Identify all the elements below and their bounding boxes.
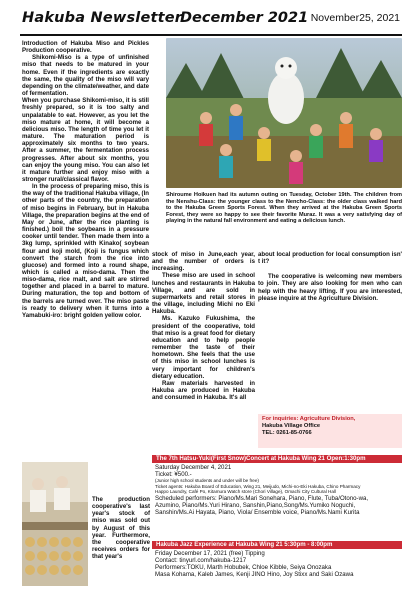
event-detail-line: Azumino, Piano/Ms.Yuri Hirano, Sanshin,Piano,Song/Ms.Yumiko Noguchi, [155,501,356,509]
event-title-bar: Hakuba Jazz Experience at Hakuba Wing 21 5:30pm - 8:00pm [152,541,402,549]
article-column-2 [152,251,255,401]
header-divider [20,34,402,36]
miso-photo-caption: The production cooperative's last year's stock of miso was sold out by August of this year. Furthermore, the cooperative receives orders for that year's [92,496,150,561]
newsletter-title: Hakuba Newsletter [22,10,183,26]
article-paragraph: about local production for local consumption isn' t it? [258,251,402,266]
event-details [152,463,402,516]
outing-photo [166,38,402,188]
article-column-1 [22,40,149,319]
event-detail-line: Sanshin/Ms.Ai Hayata, Piano, Viola/ Ensemble voice, Piano/Ms.Nami Kurita [155,508,360,516]
event-detail-line: Ticket agents: Hakuba Board of Education, Wing 21, Meijudo, Michi-no-Eki Hakuba, Chino Pharmacy [155,483,361,489]
event-jazz [152,541,402,589]
inquiry-line: Hakuba Village Office [262,422,321,429]
inquiry-box [258,414,402,448]
inquiry-phone: TEL: 0261-85-0766 [262,429,312,436]
article-heading: Introduction of Hakuba Miso and Pickles Production cooperative. [22,40,149,55]
event-detail-line: Ticket: ¥500.- [155,471,192,478]
newsletter-month: December 2021 [180,10,309,26]
article-paragraph: Raw materials harvested in Hakuba are produced in Hakuba and consumed in Hakuba. It's all [152,379,255,402]
event-details [152,549,402,578]
outing-photo-caption: Shiroume Hoikuen had its autumn outing on Tuesday, October 19th. The children from the Nenshu-Class: the younger class to the Nencho-Class: the older class walked hard to the Hakuba Green Sports Forest. When they arrived at the Hakuba Green Sports Forest, they were so happy to see their favorite Muraz. It was a very satisfying day of playing in the natural fall environment and eating a delicious lunch. [166,192,402,225]
event-title-bar: The 7th Hatsu-Yuki(First Snow)Concert at Hakuba Wing 21 Open:1:30pm [152,455,402,463]
article-paragraph: The cooperative is welcoming new members to join. They are also looking for men who can help with the heavy lifting. If you are interested, please inquire at the Agriculture Division. [258,273,402,302]
article-paragraph: Ms. Kazuko Fukushima, the president of the cooperative, told that miso is a great food for dietary education and to help people remember the taste of their hometown. She feels that the use of this miso in school lunches is very important for children's dietary education. [152,315,255,380]
article-paragraph: These miso are used in school lunches and restaurants in Hakuba Village, and are sold in supermarkets and retail stores in the village, including Michi no Eki Hakuba. [152,272,255,316]
event-concert [152,455,402,538]
event-detail-line: Scheduled performers: Piano/Ms.Mari Sonehara, Piano, Flute, Tuba/Otono-wa, [155,494,369,502]
miso-production-photo [22,462,88,586]
event-detail-line: Saturday December 4, 2021 [155,464,232,471]
article-column-3 [258,251,402,302]
inquiry-line: For inquiries: Agriculture Division, [262,416,356,422]
event-detail-line: Friday December 17, 2021 (free) Tipping [155,550,265,557]
event-detail-line: Happo Laundry, Café Po, Kitamura Watch store (Chori Village), Omachi City Cultural Hall [155,489,336,495]
event-detail-line: Masa Kohama, Kaleb James, Kenji JINO Hino, Joy Stixx and Saki Ozawa [155,571,354,578]
event-detail-line: Contact: tinyurl.com/hakuba-1217 [155,557,247,564]
article-paragraph: In the process of preparing miso, this is the way of the traditional Hakuba village, (In other parts of the country, the preparation of miso begins in February, but in Hakuba Village, the preparation begins at the end of May or June, after the rice planting is finished.) boil the soybeans in a pressure cooker until tender. Then made them into a 3kg lump, sprinkled with Kinako( soybean flour and koji mold, (Koji is fungus which convert the starch from the rice into glucose) and formed into a round shape, which is called a miso-dama. Then the miso-dama, rice malt, and salt are stirred together and placed in a barrel to mature. During maturation, the top and bottom of the barrels are turned over. The miso paste is ready to delivery when it turns into a Yamabuki-iro: bright golden yellow color. [22,183,149,319]
event-detail-line: Performers:TOKU, Marth Hobubek, Chloe Kibble, Seiya Onozaka [155,564,332,571]
newsletter-date: November25, 2021 [310,12,400,24]
event-detail-line: (Junior high school students and under will be free) [155,478,259,483]
article-paragraph: When you purchase Shikomi-miso, it is still freshly prepared, so it is too salty and unpalatable to eat. However, as you let the miso mature at home, it will become a delicious miso. The length of time you let it mature. The maturation period is approximately six months to two years. After a summer, the fermentation process progresses. After about six months, you can enjoy the young miso. You can also let it mature further and enjoy miso with a stronger rural/classical flavor. [22,97,149,183]
newsletter-header [22,10,400,32]
article-paragraph: Shikomi-Miso is a type of unfinished miso that needs to be matured in your home. Even if the ingredients are exactly the same, the quality of the miso will vary depending on the climate/weather, and date of fermentation. [22,54,149,98]
article-paragraph: stock of miso in June,each year, and the number of orders is increasing. [152,251,255,273]
